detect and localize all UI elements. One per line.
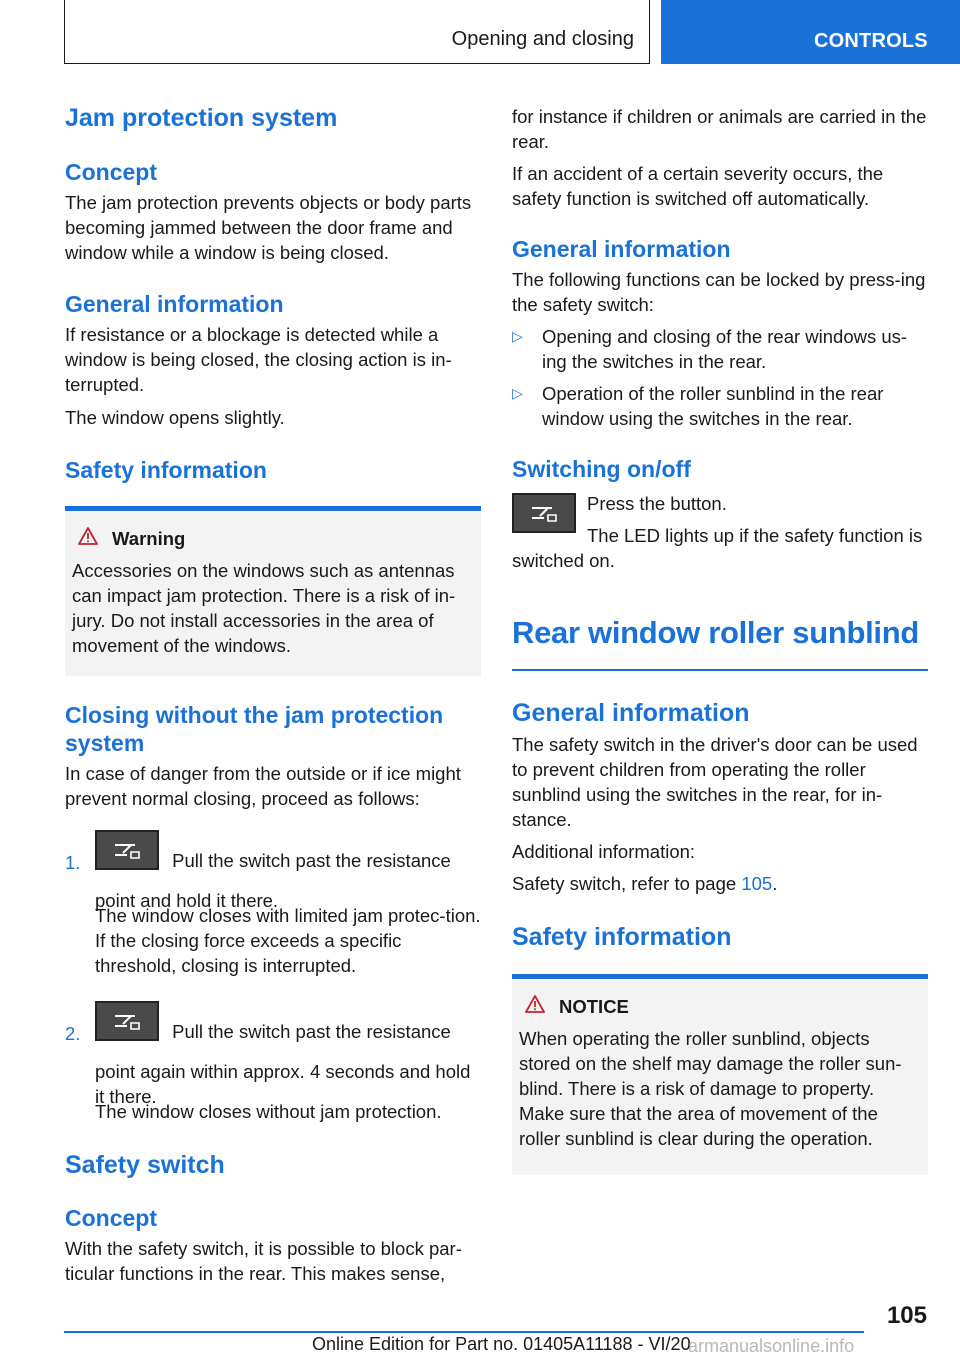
onoff-block	[512, 491, 928, 573]
notice-title	[519, 995, 920, 1019]
step-number: 2.	[65, 1023, 81, 1044]
notice-text: When operating the roller sunblind, objects stored on the shelf may damage the roller sun‐blind. There is a risk of damage to property. Make sure that the area of movement of the roller sunblind is clear during the operation.	[519, 1027, 902, 1149]
heading-sunblind-safety-information: Safety information	[512, 922, 732, 951]
triangle-bullet-icon: ▷	[512, 328, 523, 344]
sunblind-reference: Safety switch, refer to page 105.	[512, 872, 778, 894]
window-safety-switch-icon	[95, 1001, 159, 1041]
onoff-text-1: Press the button.	[587, 493, 727, 514]
heading-general-information-right: General information	[512, 236, 731, 262]
heading-closing-without-jam-protection: Closing without the jam protection system	[65, 702, 444, 756]
bullet-text: Opening and closing of the rear windows us‐ing the switches in the rear.	[542, 326, 908, 372]
page-reference-link[interactable]: 105	[741, 872, 773, 894]
general-text-2: The window opens slightly.	[65, 407, 285, 428]
watermark: armanualsonline.info	[688, 1336, 855, 1356]
step-item	[65, 1001, 481, 1124]
footer-rule	[64, 1331, 864, 1333]
right-column	[512, 100, 928, 1175]
warning-triangle-icon	[72, 527, 112, 551]
onoff-text-2: The LED lights up if the safety function is switched on.	[512, 525, 923, 571]
sunblind-additional-label: Additional information:	[512, 840, 696, 862]
sunblind-general-text: The safety switch in the driver's door can be used to prevent children from operating the roller sunblind using the switches in the rear, for in‐stance.	[512, 733, 918, 830]
warning-label: Warning	[112, 528, 186, 549]
bullet-item	[512, 324, 928, 374]
heading-sunblind-general-information: General information	[512, 698, 750, 727]
header-chapter-tab: CONTROLS	[661, 0, 960, 64]
general-text-1: If resistance or a blockage is detected while a window is being closed, the closing action is in‐terrupted.	[65, 324, 452, 395]
general-text-right: The following functions can be locked by press‐ing the safety switch:	[512, 269, 926, 315]
step-number: 1.	[65, 852, 81, 873]
left-column	[65, 100, 481, 1286]
header-section-title: Opening and closing	[451, 28, 634, 50]
step-text: Pull the switch past the resistance point and hold it there.	[95, 850, 451, 911]
continued-text-2: If an accident of a certain severity occurs, the safety function is switched off automatically.	[512, 163, 884, 209]
switch-concept-text: With the safety switch, it is possible to block par‐ticular functions in the rear. This makes sense,	[65, 1238, 462, 1284]
continued-text-1: for instance if children or animals are carried in the rear.	[512, 106, 927, 152]
notice-label: NOTICE	[559, 995, 629, 1017]
steps-list	[65, 830, 481, 1124]
chapter-title-rear-window-roller-sunblind: Rear window roller sunblind	[512, 615, 919, 650]
window-safety-switch-icon	[512, 493, 576, 533]
bullet-item	[512, 381, 928, 431]
step-text: Pull the switch past the resistance point again within approx. 4 seconds and hold it there.	[95, 1021, 471, 1107]
bullet-text: Operation of the roller sunblind in the rear window using the switches in the rear.	[542, 383, 884, 429]
bullet-list	[512, 324, 928, 431]
step-subtext: The window closes with limited jam protec‐tion. If the closing force exceeds a specific threshold, closing is interrupted.	[95, 905, 481, 976]
heading-switch-concept: Concept	[65, 1205, 157, 1231]
warning-box	[65, 511, 481, 676]
heading-safety-switch: Safety switch	[65, 1151, 225, 1179]
window-safety-switch-icon	[95, 830, 159, 870]
heading-concept: Concept	[65, 159, 157, 185]
chapter-title-rule	[512, 669, 928, 671]
step-subtext: The window closes without jam protection.	[95, 1101, 442, 1122]
concept-text: The jam protection prevents objects or body parts becoming jammed between the door frame and window while a window is being closed.	[65, 192, 472, 263]
step-item	[65, 830, 481, 978]
warning-text: Accessories on the windows such as antennas can impact jam protection. There is a risk of in‐jury. Do not install accessories in the area of movement of the windows.	[72, 560, 456, 656]
heading-safety-information: Safety information	[65, 457, 267, 483]
footer-edition: Online Edition for Part no. 01405A11188 - VI/20	[312, 1334, 691, 1354]
heading-switching-on-off: Switching on/off	[512, 456, 691, 482]
section-title-jam-protection: Jam protection system	[65, 104, 338, 132]
page-number: 105	[886, 1302, 927, 1329]
heading-general-information: General information	[65, 291, 284, 317]
triangle-bullet-icon: ▷	[512, 385, 523, 401]
warning-title	[72, 527, 473, 551]
reference-text: Safety switch, refer to page	[512, 872, 742, 894]
warning-triangle-icon	[519, 995, 559, 1019]
closing-text: In case of danger from the outside or if ice might prevent normal closing, proceed as follows:	[65, 763, 461, 809]
notice-box	[512, 979, 928, 1175]
